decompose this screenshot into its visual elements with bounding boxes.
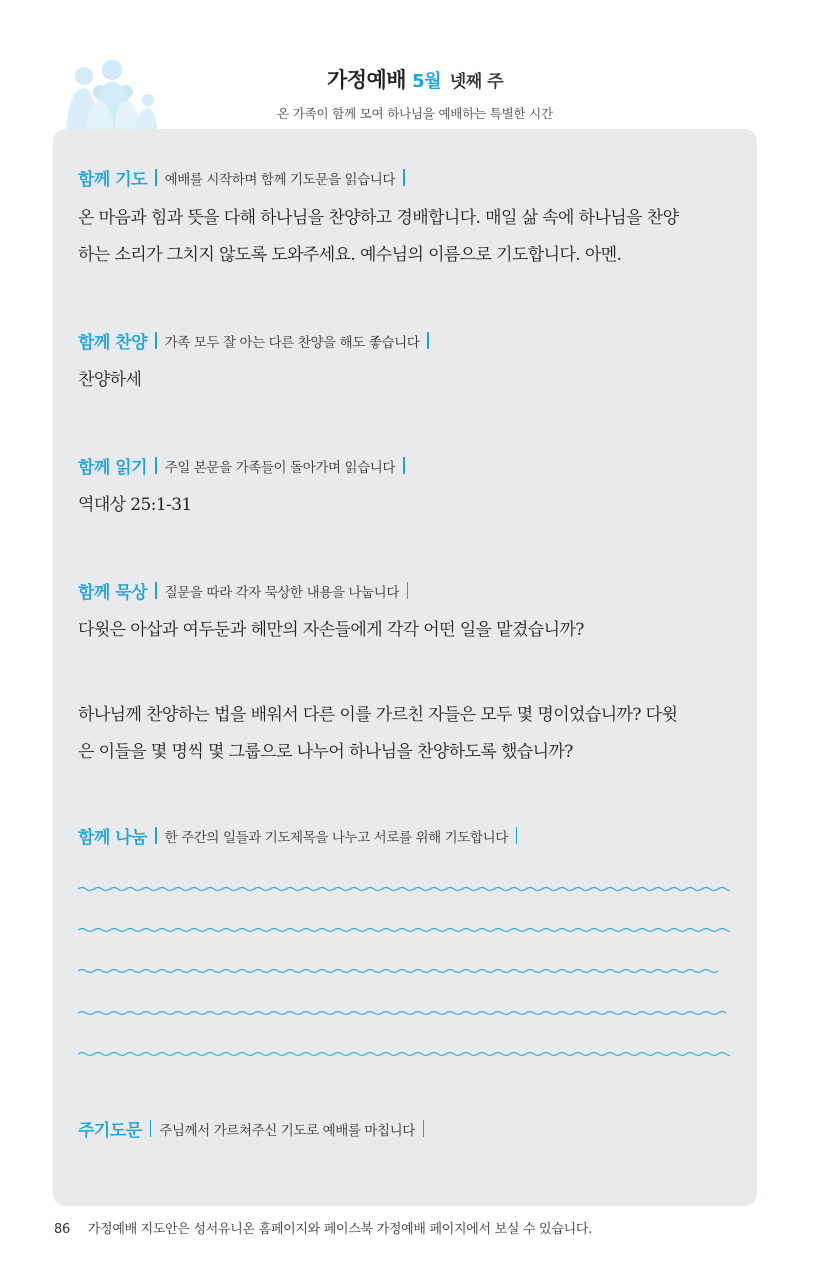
section-meditation	[78, 578, 738, 603]
section-desc: 주님께서 가르쳐주신 기도로 예배를 마칩니다	[159, 1122, 415, 1139]
meditation-question-2	[78, 697, 738, 771]
divider	[403, 457, 405, 474]
writing-line[interactable]	[78, 967, 730, 975]
page-subtitle: 온 가족이 함께 모여 하나님을 예배하는 특별한 시간	[277, 106, 553, 121]
writing-line[interactable]	[78, 926, 730, 934]
divider	[155, 582, 157, 599]
divider	[155, 827, 157, 844]
divider	[155, 169, 157, 186]
divider	[155, 457, 157, 474]
divider	[427, 332, 429, 349]
section-desc: 한 주간의 일들과 기도제목을 나누고 서로를 위해 기도합니다	[164, 829, 508, 846]
section-title: 함께 읽기	[78, 458, 148, 478]
writing-line[interactable]	[78, 1050, 730, 1058]
section-desc: 주일 본문을 가족들이 돌아가며 읽습니다	[164, 459, 396, 476]
divider	[423, 1120, 425, 1137]
reading-text	[78, 487, 738, 524]
writing-line[interactable]	[78, 1009, 730, 1017]
section-desc: 예배를 시작하며 함께 기도문을 읽습니다	[164, 171, 396, 188]
meditation-question-1	[78, 612, 738, 649]
page-title	[0, 64, 830, 94]
footer-note: 가정예배 지도안은 성서유니온 홈페이지와 페이스북 가정예배 페이지에서 보실 수 있습니다.	[87, 1222, 592, 1237]
divider	[155, 332, 157, 349]
page-number: 86	[54, 1222, 70, 1237]
divider	[407, 582, 409, 599]
writing-line[interactable]	[78, 885, 730, 893]
section-desc: 가족 모두 잘 아는 다른 찬양을 해도 좋습니다	[164, 334, 420, 351]
section-desc: 질문을 따라 각자 묵상한 내용을 나눕니다	[164, 584, 399, 601]
writing-lines[interactable]	[78, 876, 730, 1066]
praise-text	[78, 362, 738, 399]
section-title: 주기도문	[78, 1121, 142, 1141]
section-sharing	[78, 823, 738, 848]
prayer-text	[78, 200, 738, 274]
section-title: 함께 묵상	[78, 583, 148, 603]
body-line: 다윗은 아삽과 여두둔과 헤만의 자손들에게 각각 어떤 일을 맡겼습니까?	[78, 620, 584, 640]
body-line: 찬양하세	[78, 370, 142, 390]
section-reading	[78, 453, 738, 478]
section-title: 함께 기도	[78, 170, 148, 190]
body-line: 하는 소리가 그치지 않도록 도와주세요. 예수님의 이름으로 기도합니다. 아멘.	[78, 245, 622, 265]
section-praise	[78, 328, 738, 353]
section-prayer	[78, 165, 738, 190]
week-label: 넷째 주	[449, 72, 504, 92]
body-line: 은 이들을 몇 명씩 몇 그룹으로 나누어 하나님을 찬양하도록 했습니까?	[78, 742, 573, 762]
section-lords-prayer	[78, 1116, 738, 1141]
section-title: 함께 찬양	[78, 333, 148, 353]
body-line: 하나님께 찬양하는 법을 배워서 다른 이를 가르친 자들은 모두 몇 명이었습니까? 다윗	[78, 705, 678, 725]
page-footer	[54, 1218, 592, 1237]
body-line: 역대상 25:1-31	[78, 495, 192, 515]
divider	[150, 1120, 152, 1137]
divider	[403, 169, 405, 186]
section-title: 함께 나눔	[78, 828, 148, 848]
divider	[516, 827, 518, 844]
month-label: 5월	[412, 71, 442, 92]
title-text: 가정예배	[326, 68, 407, 92]
body-line: 온 마음과 힘과 뜻을 다해 하나님을 찬양하고 경배합니다. 매일 삶 속에 하나님을 찬양	[78, 208, 679, 228]
